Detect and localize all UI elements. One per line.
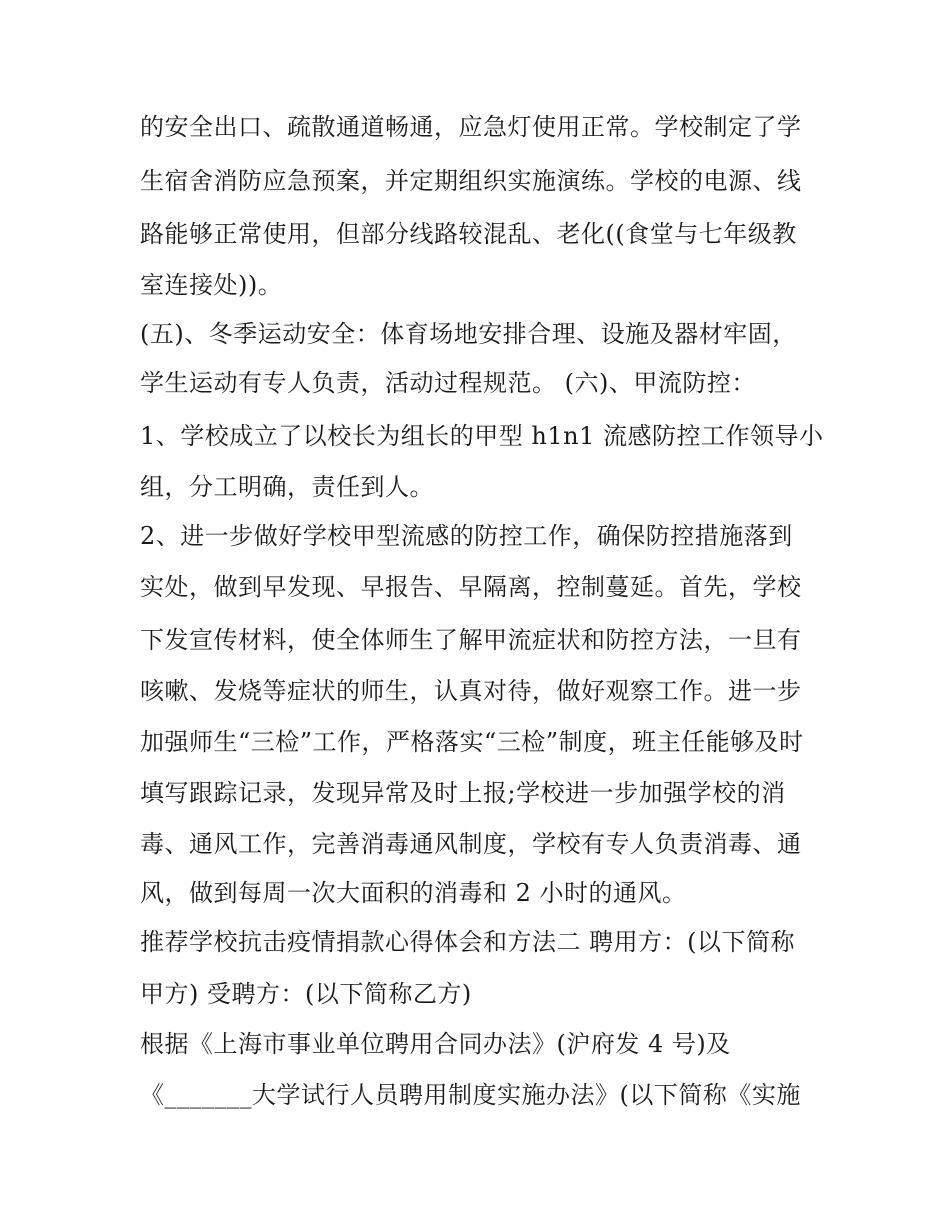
text-line: 下发宣传材料，使全体师生了解甲流症状和防控方法，一旦有 bbox=[140, 626, 802, 654]
text-line: 实处，做到早发现、早报告、早隔离，控制蔓延。首先，学校 bbox=[140, 573, 802, 601]
text-line: 风，做到每周一次大面积的消毒和 2 小时的通风。 bbox=[140, 879, 687, 907]
text-line: 路能够正常使用，但部分线路较混乱、老化((食堂与七年级教 bbox=[140, 220, 797, 248]
text-line: 生宿舍消防应急预案，并定期组织实施演练。学校的电源、线 bbox=[140, 167, 802, 195]
text-line: 毒、通风工作，完善消毒通风制度，学校有专人负责消毒、通 bbox=[140, 830, 802, 858]
text-line: 根据《上海市事业单位聘用合同办法》(沪府发 4 号)及 bbox=[140, 1030, 731, 1058]
text-line: 《_______大学试行人员聘用制度实施办法》(以下简称《实施 bbox=[140, 1081, 801, 1109]
text-line: 1、学校成立了以校长为组长的甲型 h1n1 流感防控工作领导小 bbox=[140, 422, 824, 450]
text-line: 推荐学校抗击疫情捐款心得体会和方法二 聘用方：(以下简称 bbox=[140, 928, 795, 956]
text-line: 填写跟踪记录，发现异常及时上报;学校进一步加强学校的消 bbox=[140, 779, 786, 807]
text-line: 的安全出口、疏散通道畅通，应急灯使用正常。学校制定了学 bbox=[140, 113, 802, 141]
text-line: 组，分工明确，责任到人。 bbox=[140, 473, 434, 501]
text-line: (五)、冬季运动安全：体育场地安排合理、设施及器材牢固， bbox=[140, 320, 797, 348]
text-line: 学生运动有专人负责，活动过程规范。 (六)、甲流防控： bbox=[140, 369, 756, 397]
text-line: 甲方) 受聘方：(以下简称乙方) bbox=[140, 980, 472, 1008]
text-line: 加强师生“三检”工作，严格落实“三检”制度，班主任能够及时 bbox=[140, 728, 804, 756]
text-line: 2、进一步做好学校甲型流感的防控工作，确保防控措施落到 bbox=[140, 522, 793, 550]
text-line: 咳嗽、发烧等症状的师生，认真对待，做好观察工作。进一步 bbox=[140, 677, 802, 705]
text-line: 室连接处))。 bbox=[140, 271, 283, 299]
